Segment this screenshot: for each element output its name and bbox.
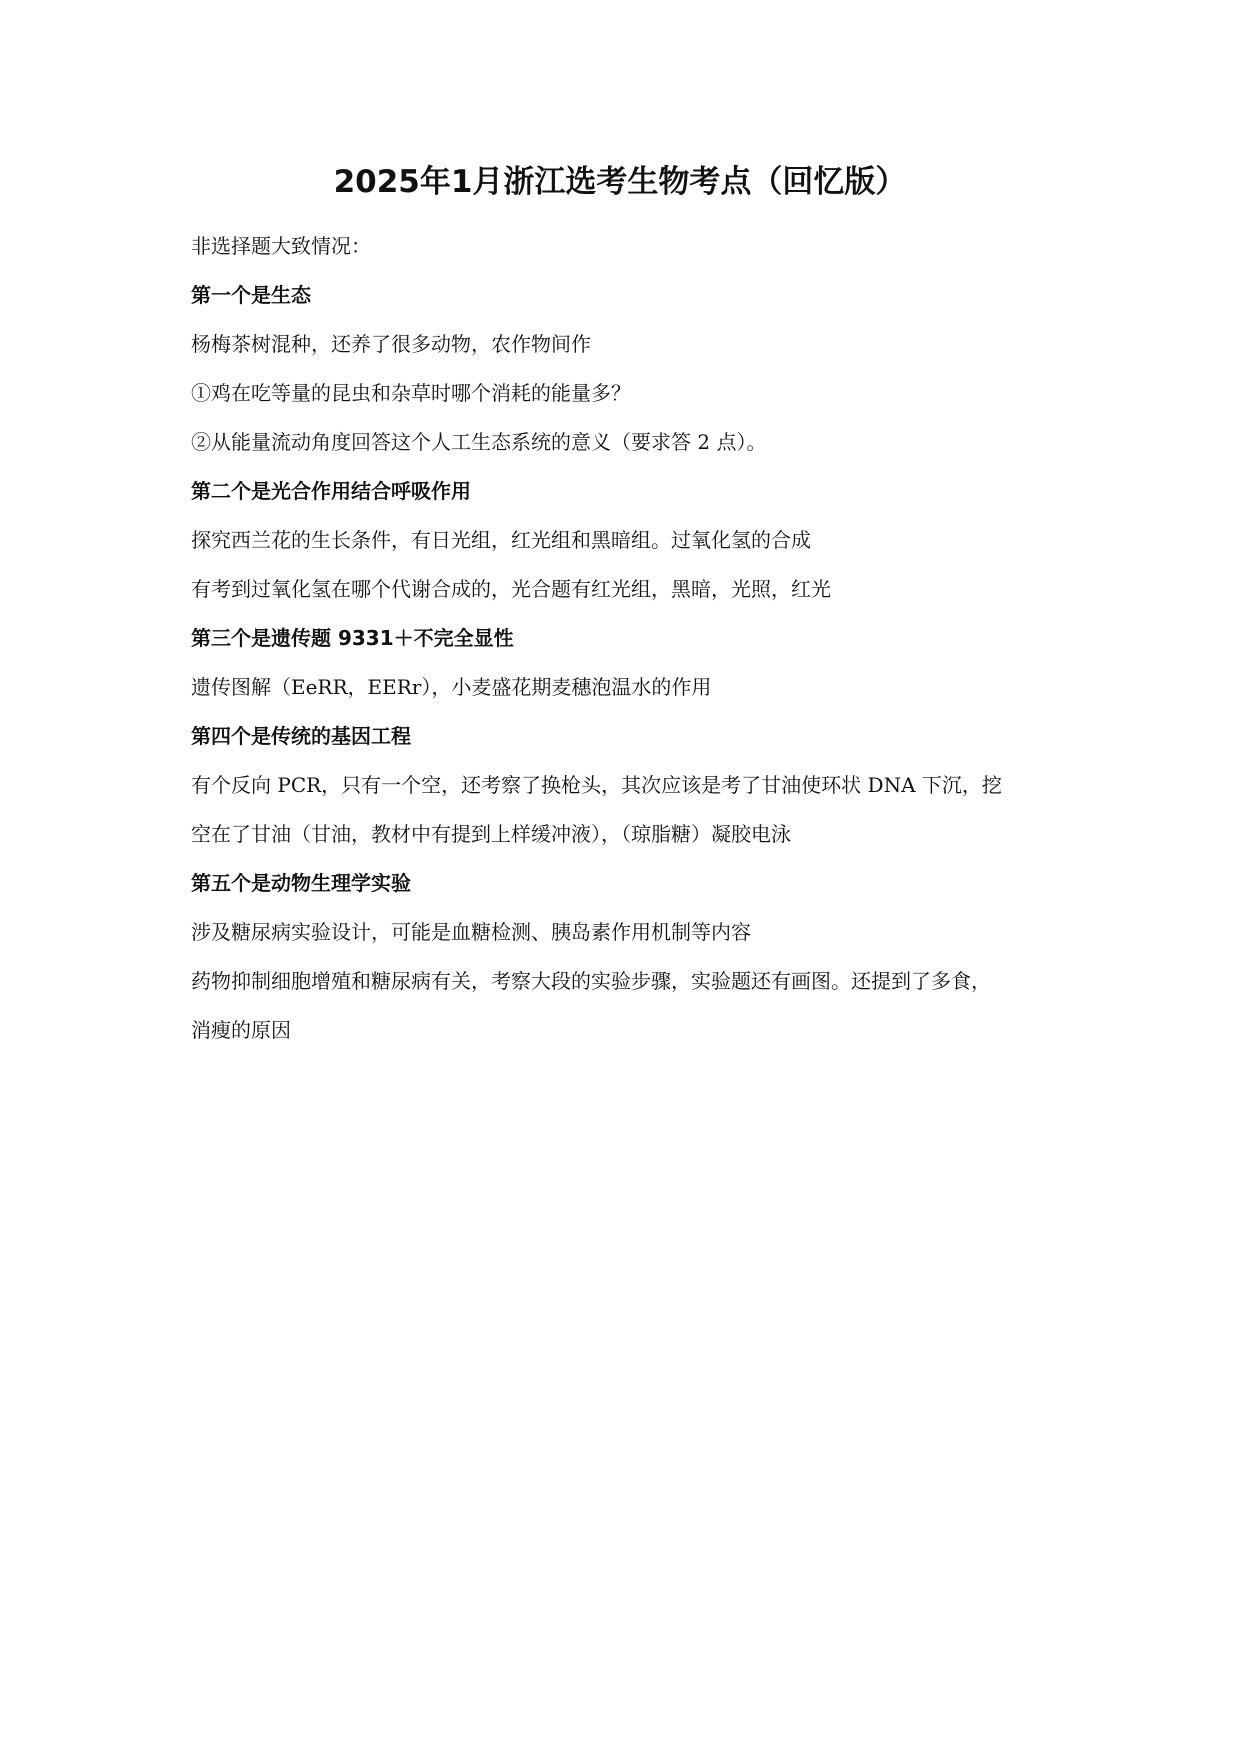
- section-1-line-3: ②从能量流动角度回答这个人工生态系统的意义（要求答 2 点）。: [191, 430, 767, 454]
- intro-text: 非选择题大致情况：: [191, 234, 371, 258]
- section-5-line-1: 涉及糖尿病实验设计，可能是血糖检测、胰岛素作用机制等内容: [191, 920, 751, 944]
- section-2-line-1: 探究西兰花的生长条件，有日光组，红光组和黑暗组。过氧化氢的合成: [191, 528, 811, 552]
- section-heading-4: 第四个是传统的基因工程: [191, 724, 411, 748]
- section-1-line-1: 杨梅茶树混种，还养了很多动物，农作物间作: [191, 332, 591, 356]
- section-heading-3: 第三个是遗传题 9331＋不完全显性: [191, 626, 514, 650]
- section-heading-1: 第一个是生态: [191, 283, 311, 307]
- section-4-line-1: 有个反向 PCR，只有一个空，还考察了换枪头，其次应该是考了甘油使环状 DNA 下沉，挖: [191, 773, 1002, 797]
- page-title: 2025年1月浙江选考生物考点（回忆版）: [333, 164, 907, 200]
- section-heading-5: 第五个是动物生理学实验: [191, 871, 411, 895]
- document-content: [191, 160, 1071, 1055]
- section-5-line-3: 消瘦的原因: [191, 1018, 291, 1042]
- section-4-line-2: 空在了甘油（甘油，教材中有提到上样缓冲液），（琼脂糖）凝胶电泳: [191, 822, 791, 846]
- section-1-line-2: ①鸡在吃等量的昆虫和杂草时哪个消耗的能量多？: [191, 381, 631, 405]
- section-5-line-2: 药物抑制细胞增殖和糖尿病有关，考察大段的实验步骤，实验题还有画图。还提到了多食，: [191, 969, 991, 993]
- section-3-line-1: 遗传图解（EeRR，EERr），小麦盛花期麦穗泡温水的作用: [191, 675, 712, 699]
- section-heading-2: 第二个是光合作用结合呼吸作用: [191, 479, 471, 503]
- section-2-line-2: 有考到过氧化氢在哪个代谢合成的，光合题有红光组，黑暗，光照，红光: [191, 577, 831, 601]
